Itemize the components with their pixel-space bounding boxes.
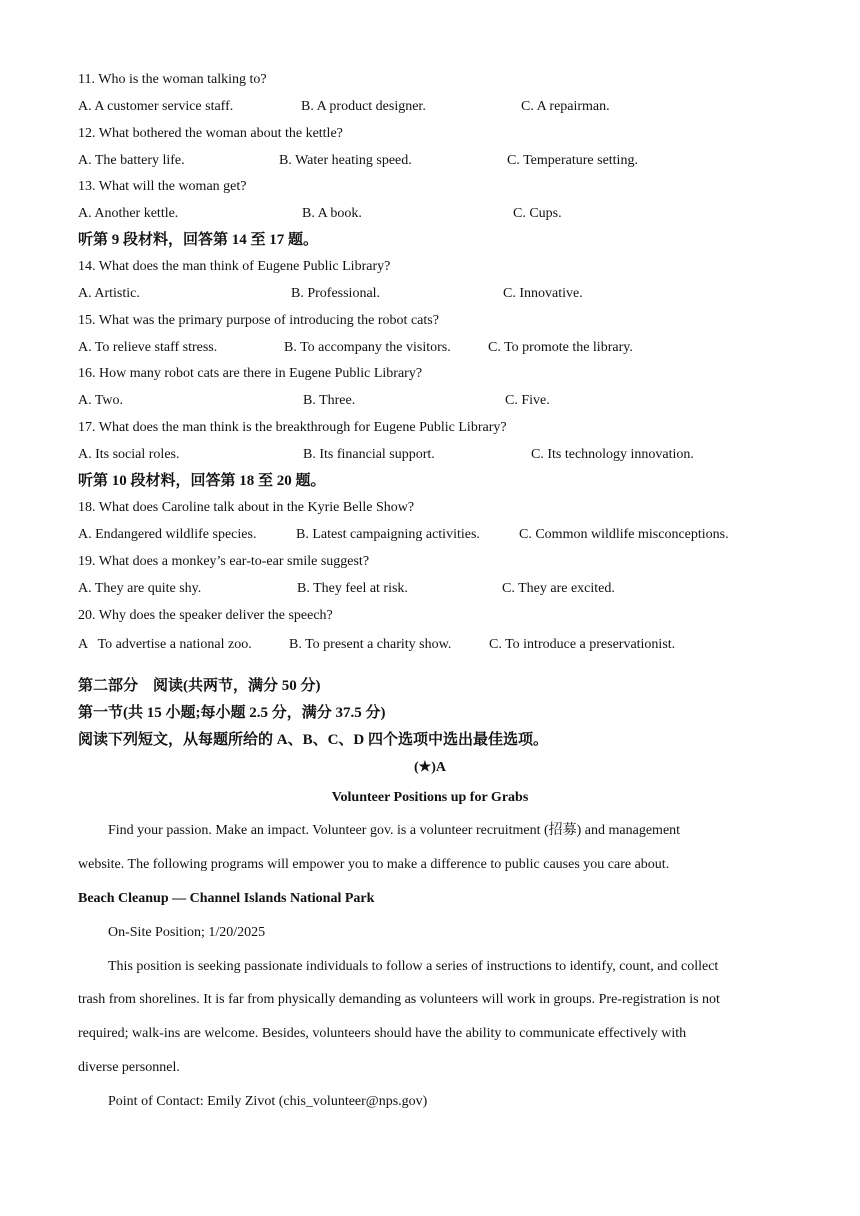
question-17-option-c: C. Its technology innovation.: [531, 447, 694, 462]
question-18-stem: 18. What does Caroline talk about in the Kyrie Belle Show?: [78, 500, 415, 515]
question-19-option-c: C. They are excited.: [502, 581, 615, 596]
passage-title: Volunteer Positions up for Grabs: [331, 790, 529, 805]
question-14-option-a: A. Artistic.: [78, 286, 140, 301]
question-12-option-c: C. Temperature setting.: [507, 153, 638, 168]
question-12-option-b: B. Water heating speed.: [279, 153, 412, 168]
question-17-option-b: B. Its financial support.: [303, 447, 435, 462]
question-11-stem: 11. Who is the woman talking to?: [78, 72, 267, 87]
question-20-option-c: C. To introduce a preservationist.: [489, 637, 676, 652]
section-1-title: 第一节(共 15 小题;每小题 2.5 分，满分 37.5 分): [78, 705, 386, 721]
question-20-stem: 20. Why does the speaker deliver the speech?: [78, 608, 333, 623]
passage-intro-line-1: Find your passion. Make an impact. Volunteer gov. is a volunteer recruitment (招募) and management: [108, 823, 681, 838]
material-9-header: 听第 9 段材料，回答第 14 至 17 题。: [78, 232, 319, 248]
question-18-option-a: A. Endangered wildlife species.: [78, 527, 257, 542]
passage-label: (★)A: [414, 760, 446, 775]
question-20-option-b: B. To present a charity show.: [289, 637, 452, 652]
question-13-stem: 13. What will the woman get?: [78, 179, 247, 194]
question-15-option-b: B. To accompany the visitors.: [284, 340, 451, 355]
question-15-option-c: C. To promote the library.: [488, 340, 633, 355]
question-11-option-c: C. A repairman.: [521, 99, 610, 114]
passage-body-line-4: diverse personnel.: [78, 1060, 180, 1075]
question-20-option-a: A To advertise a national zoo.: [78, 637, 252, 652]
passage-body-line-2: trash from shorelines. It is far from physically demanding as volunteers will work in groups. Pre-registration is not: [78, 992, 720, 1007]
point-of-contact: Point of Contact: Emily Zivot (chis_volunteer@nps.gov): [108, 1094, 428, 1109]
question-13-option-b: B. A book.: [302, 206, 362, 221]
question-16-option-c: C. Five.: [505, 393, 550, 408]
question-12-stem: 12. What bothered the woman about the kettle?: [78, 126, 343, 141]
question-12-option-a: A. The battery life.: [78, 153, 185, 168]
question-11-option-a: A. A customer service staff.: [78, 99, 234, 114]
question-15-stem: 15. What was the primary purpose of introducing the robot cats?: [78, 313, 439, 328]
question-16-option-a: A. Two.: [78, 393, 124, 408]
passage-intro-line-2: website. The following programs will empower you to make a difference to public causes you care about.: [78, 857, 670, 872]
passage-body-line-1: This position is seeking passionate individuals to follow a series of instructions to identify, count, and collect: [108, 959, 719, 974]
question-14-stem: 14. What does the man think of Eugene Public Library?: [78, 259, 391, 274]
question-17-option-a: A. Its social roles.: [78, 447, 180, 462]
question-11-option-b: B. A product designer.: [301, 99, 426, 114]
position-info: On-Site Position; 1/20/2025: [108, 925, 266, 940]
question-14-option-b: B. Professional.: [291, 286, 381, 301]
material-10-header: 听第 10 段材料，回答第 18 至 20 题。: [78, 473, 326, 489]
reading-instruction: 阅读下列短文，从每题所给的 A、B、C、D 四个选项中选出最佳选项。: [78, 732, 549, 748]
question-16-option-b: B. Three.: [303, 393, 356, 408]
question-18-option-c: C. Common wildlife misconceptions.: [519, 527, 729, 542]
question-19-option-b: B. They feel at risk.: [297, 581, 408, 596]
question-18-option-b: B. Latest campaigning activities.: [296, 527, 480, 542]
question-19-option-a: A. They are quite shy.: [78, 581, 202, 596]
question-15-option-a: A. To relieve staff stress.: [78, 340, 218, 355]
question-13-option-c: C. Cups.: [513, 206, 562, 221]
part-2-title: 第二部分 阅读(共两节，满分 50 分): [78, 678, 321, 694]
question-16-stem: 16. How many robot cats are there in Eugene Public Library?: [78, 366, 423, 381]
question-19-stem: 19. What does a monkey’s ear-to-ear smile suggest?: [78, 554, 370, 569]
question-17-stem: 17. What does the man think is the breakthrough for Eugene Public Library?: [78, 420, 507, 435]
question-13-option-a: A. Another kettle.: [78, 206, 179, 221]
question-14-option-c: C. Innovative.: [503, 286, 583, 301]
program-title: Beach Cleanup — Channel Islands National Park: [78, 891, 375, 906]
passage-body-line-3: required; walk-ins are welcome. Besides, volunteers should have the ability to communicate effectively with: [78, 1026, 687, 1041]
